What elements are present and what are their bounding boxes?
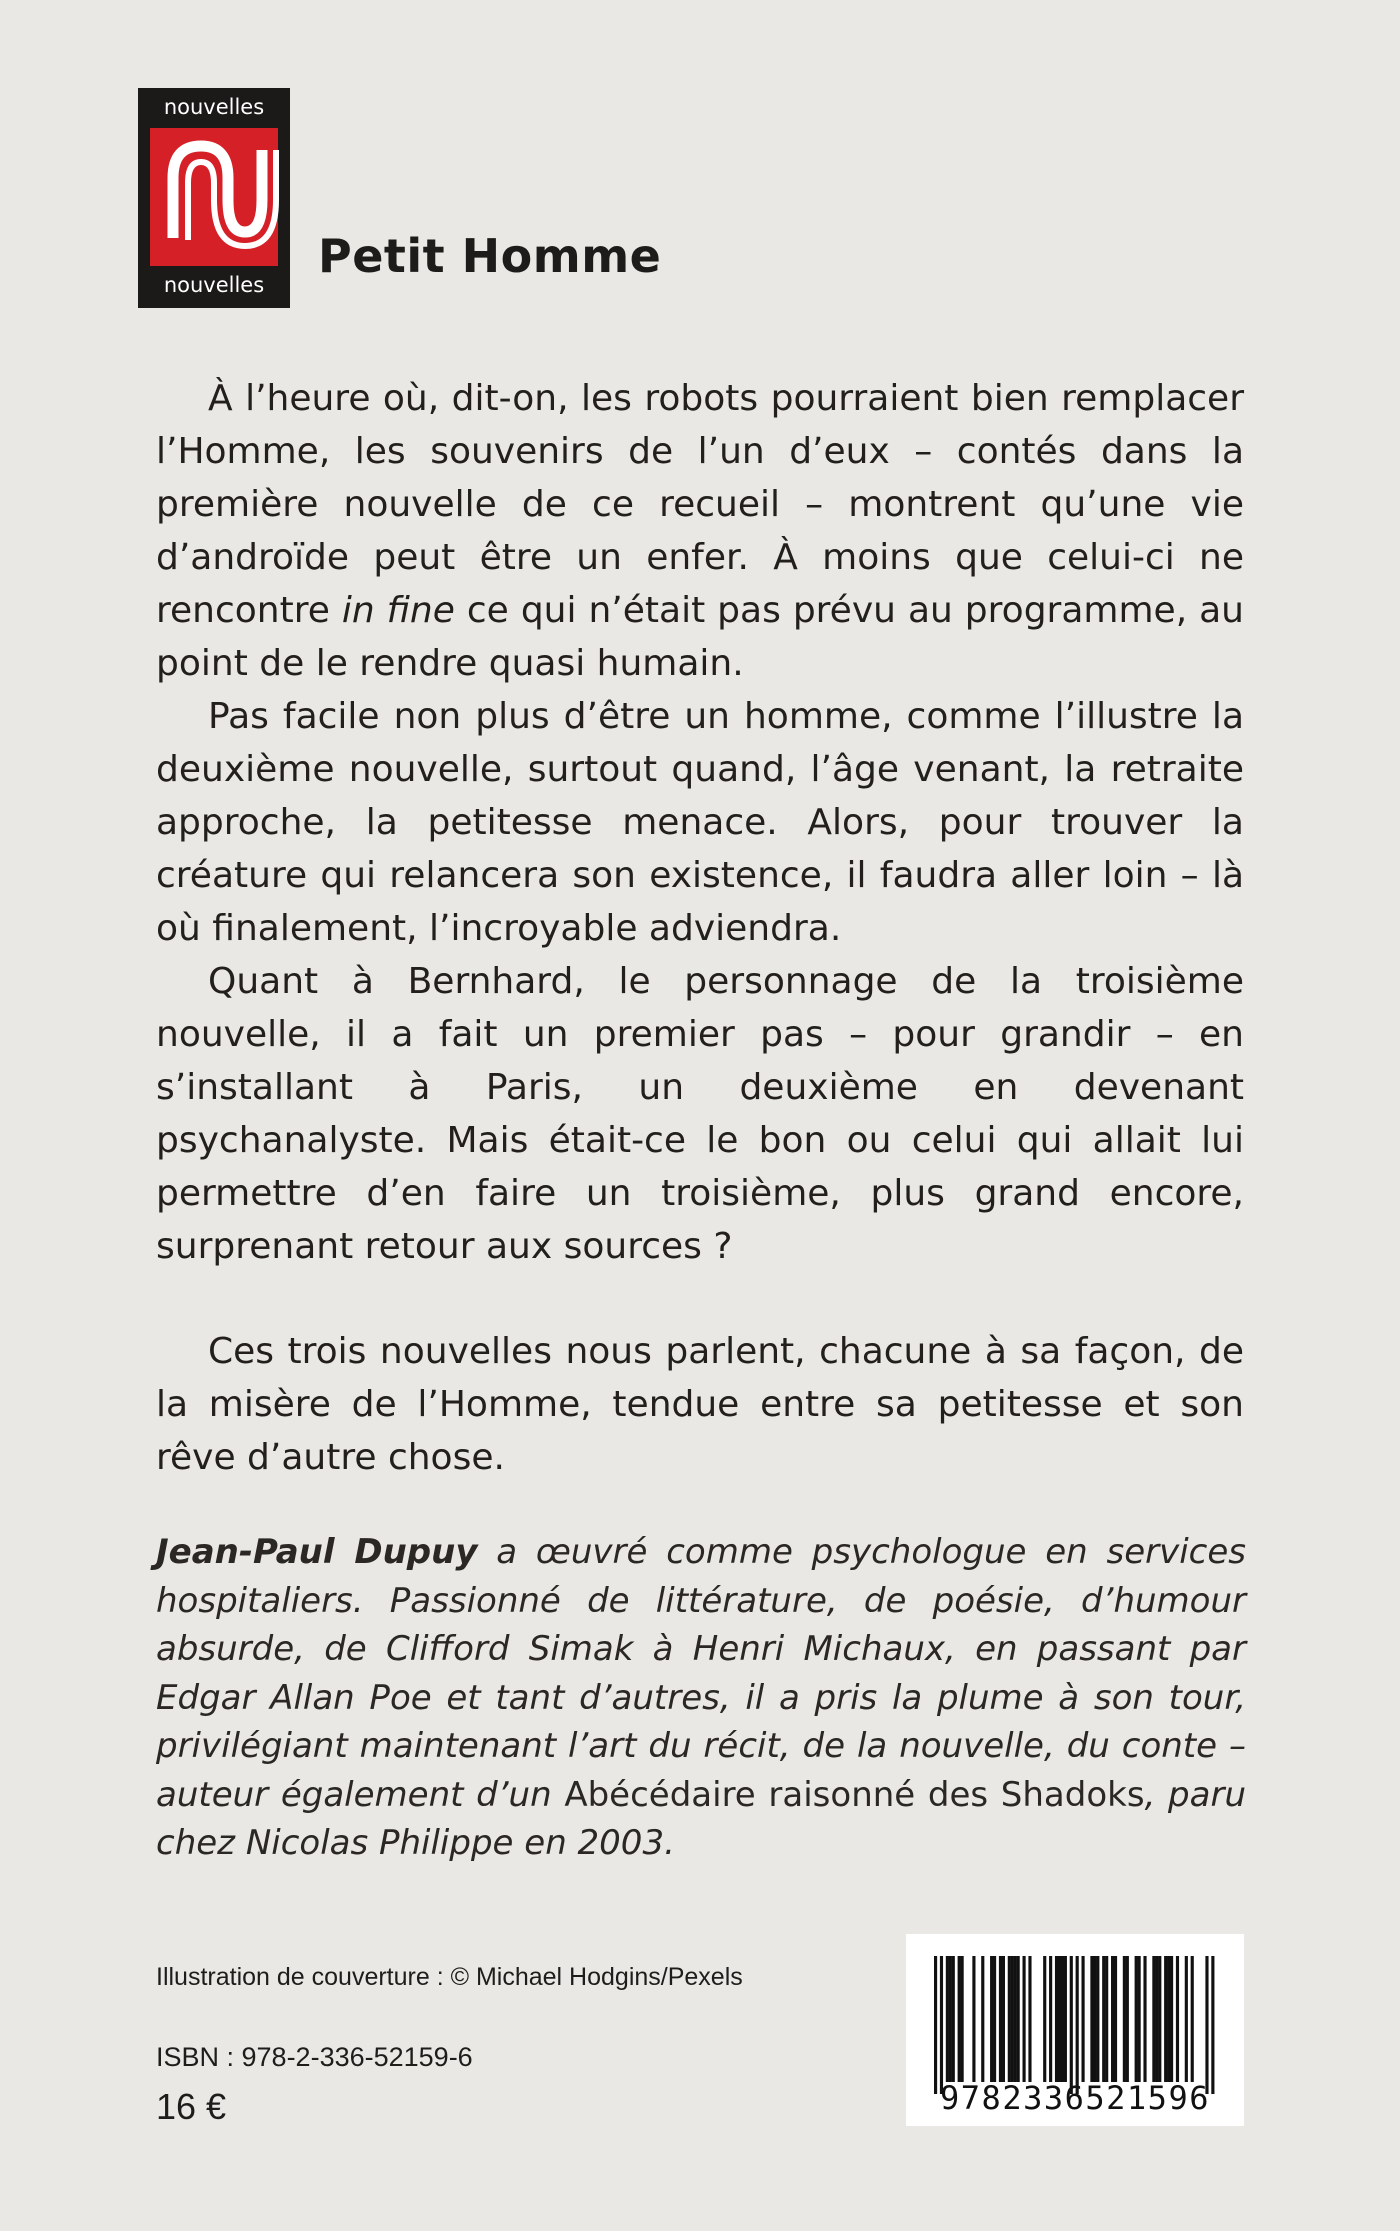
barcode-digits: 9782336521596 <box>940 2079 1210 2117</box>
summary-paragraph-1 <box>156 372 1244 690</box>
barcode-bar <box>946 1956 949 2082</box>
barcode-bar <box>1164 1956 1167 2082</box>
barcode-bar <box>1126 1956 1129 2082</box>
barcode-bar <box>940 1956 943 2094</box>
barcode-bar <box>1043 1956 1046 2082</box>
book-title: Petit Homme <box>318 229 662 283</box>
barcode-bar <box>1061 1956 1064 2082</box>
summary-paragraph-3: Quant à Bernhard, le personnage de la troisième nouvelle, il a fait un premier pas – pour grandir – en s’installant à Paris, un deuxième en devenant psychanalyste. Mais était-ce le bon ou celui qui allait lui permettre d’en faire un troisième, plus grand encore, surprenant retour aux sources ? <box>156 961 1244 1267</box>
barcode-bar <box>1049 1956 1052 2082</box>
barcode-bar <box>952 1956 955 2082</box>
summary-text: À l’heure où, dit-on, les robots pourraient bien remplacer l’Homme, les souvenirs de l’un d’eux – contés dans la première nouvelle de ce recueil – montrent qu’une vie d’androïde peut être un enfer. À moins que celui-ci ne rencontre <box>156 378 1244 631</box>
barcode-bar <box>1064 1956 1067 2082</box>
barcode <box>906 1934 1244 2126</box>
barcode-bar <box>1152 1956 1155 2082</box>
barcode-bar <box>1135 1956 1138 2082</box>
barcode-bar <box>1138 1956 1141 2082</box>
barcode-bar <box>981 1956 984 2082</box>
barcode-bar <box>1155 1956 1158 2082</box>
barcode-bar <box>1058 1956 1061 2082</box>
bio-text: a œuvré comme psychologue en services hospitaliers. Passionné de littérature, de poésie, d’humour absurde, de Clifford Simak à Henri Michaux, en passant par Edgar Allan Poe et tant d’autres, il a pris la plume à son tour, privilégiant maintenant l’art du récit, de la nouvelle, du conte – auteur également d’un <box>156 1532 1246 1815</box>
barcode-bar <box>1014 1956 1017 2082</box>
isbn: ISBN : 978-2-336-52159-6 <box>156 2042 473 2072</box>
barcode-bar <box>1011 1956 1014 2082</box>
barcode-bar <box>1002 1956 1005 2082</box>
bio-text-end: , paru chez Nicolas Philippe en 2003. <box>156 1774 1247 1863</box>
summary <box>156 372 1244 1484</box>
barcode-bar <box>1167 1956 1170 2082</box>
barcode-bar <box>1055 1956 1058 2082</box>
barcode-bar <box>1082 1956 1085 2082</box>
summary-paragraph-2: Pas facile non plus d’être un homme, comme l’illustre la deuxième nouvelle, surtout quand, l’âge venant, la retraite approche, la petitesse menace. Alors, pour trouver la créature qui relancera son existence, il faudra aller loin – là où finalement, l’incroyable adviendra. <box>156 696 1244 949</box>
publisher-logo <box>138 88 290 308</box>
barcode-bar <box>972 1956 975 2082</box>
barcode-bar <box>990 1956 993 2082</box>
summary-text: ce qui n’était pas prévu au programme, au point de le rendre quasi humain. <box>156 590 1244 684</box>
barcode-bar <box>1096 1956 1099 2082</box>
barcode-bar <box>999 1956 1002 2082</box>
barcode-bar <box>1158 1956 1161 2082</box>
author-bio <box>156 1528 1246 1868</box>
barcode-bar <box>1176 1956 1179 2082</box>
barcode-bar <box>1017 1956 1020 2082</box>
barcode-bar <box>1090 1956 1093 2082</box>
bio-book-title: Abécédaire raisonné des Shadoks <box>564 1774 1145 1815</box>
barcode-bar <box>1170 1956 1173 2082</box>
barcode-bar <box>1191 1956 1194 2082</box>
barcode-bar <box>1093 1956 1096 2082</box>
barcode-bar <box>1076 1956 1079 2094</box>
barcode-bar <box>993 1956 996 2082</box>
barcode-bar <box>1028 1956 1031 2082</box>
summary-paragraph-4: Ces trois nouvelles nous parlent, chacune à sa façon, de la misère de l’Homme, tendue entre sa petitesse et son rêve d’autre chose. <box>156 1331 1244 1478</box>
barcode-bar <box>1185 1956 1188 2082</box>
illustration-credit: Illustration de couverture : © Michael Hodgins/Pexels <box>156 1963 743 1991</box>
barcode-bar <box>1211 1956 1214 2094</box>
barcode-bar <box>961 1956 964 2082</box>
price: 16 € <box>156 2086 227 2127</box>
barcode-bar <box>1114 1956 1117 2082</box>
summary-italic: in fine <box>341 590 455 631</box>
barcode-bar <box>934 1956 937 2094</box>
barcode-bar <box>1205 1956 1208 2094</box>
barcode-bar <box>1102 1956 1105 2082</box>
author-name: Jean-Paul Dupuy <box>156 1532 478 1572</box>
barcode-bar <box>1123 1956 1126 2082</box>
barcode-bar <box>1008 1956 1011 2082</box>
barcode-bar <box>1105 1956 1108 2082</box>
logo-top-word: nouvelles <box>163 95 265 119</box>
barcode-bar <box>1111 1956 1114 2082</box>
barcode-bar <box>1070 1956 1073 2094</box>
logo-bottom-word: nouvelles <box>163 273 265 297</box>
barcode-bar <box>949 1956 952 2082</box>
barcode-bar <box>1023 1956 1026 2082</box>
barcode-bar <box>958 1956 961 2082</box>
barcode-bar <box>1143 1956 1146 2082</box>
